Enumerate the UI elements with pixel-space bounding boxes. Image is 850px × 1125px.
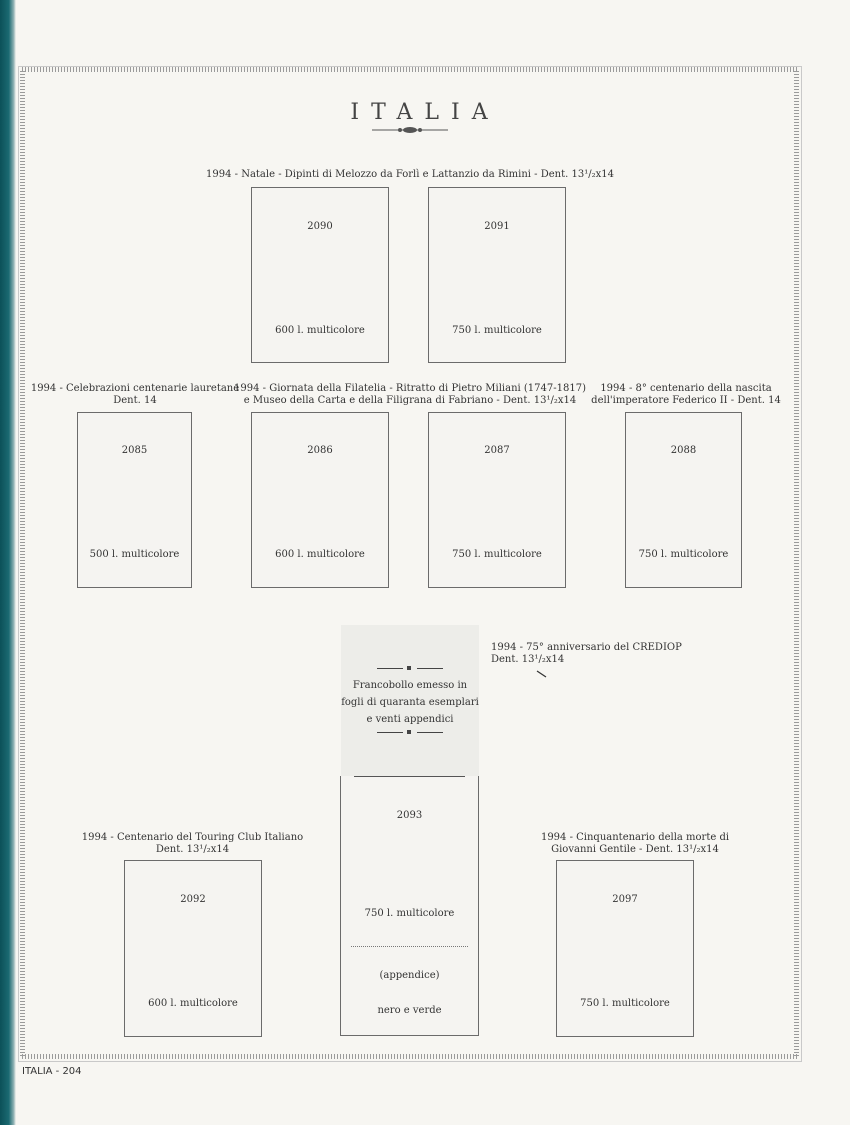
stamp-number: 2090 [307,221,333,232]
stamp-slot-2088[interactable] [625,412,742,588]
frame-band-top [22,67,798,72]
stamp-value: 600 l. multicolore [148,998,238,1009]
stamp-value: 750 l. multicolore [364,908,455,919]
caption-crediop-line1: 1994 - 75° anniversario del CREDIOP [491,642,682,653]
caption-filatelia-line2: e Museo della Carta e della Filigrana di Fabriano - Dent. 13¹/₂x14 [243,395,577,406]
stamp-value: 600 l. multicolore [275,325,365,336]
stamp-number: 2097 [612,894,638,905]
page-footer: ITALIA - 204 [22,1066,82,1077]
caption-natale: 1994 - Natale - Dipinti di Melozzo da Forlì e Lattanzio da Rimini - Dent. 13¹/₂x14 [206,169,614,180]
issue-note-card [341,625,479,777]
stamp-number: 2091 [484,221,510,232]
stamp-number: 2093 [396,810,423,821]
slot-cut-line [354,776,465,777]
stamp-slot-2093[interactable] [340,776,479,1036]
frame-band-right [794,70,799,1056]
caption-touring-line1: 1994 - Centenario del Touring Club Italiano [81,832,304,843]
note-line: e venti appendici [366,714,454,725]
note-rule-bottom [377,728,443,736]
title-ornament-icon [370,124,450,136]
appendix-value: nero e verde [377,1005,442,1016]
stamp-number: 2087 [484,445,510,456]
note-line: Francobollo emesso in [352,680,468,691]
caption-gentile-line1: 1994 - Cinquantenario della morte di [540,832,730,843]
stamp-value: 500 l. multicolore [89,549,180,560]
stamp-slot-2086[interactable] [251,412,389,588]
page-title: ITALIA [350,100,500,125]
stamp-number: 2085 [121,445,148,456]
binding-edge [0,0,16,1125]
pen-mark-icon [536,669,548,679]
stamp-slot-2087[interactable] [428,412,566,588]
stamp-value: 750 l. multicolore [638,549,729,560]
caption-lauretane-line1: 1994 - Celebrazioni centenarie lauretane [30,383,240,394]
frame-band-left [20,70,25,1056]
note-line: fogli di quaranta esemplari [341,697,479,708]
note-text [341,677,479,728]
stamp-slot-2091[interactable] [428,187,566,363]
stamp-value: 750 l. multicolore [452,325,542,336]
stamp-number: 2092 [180,894,206,905]
caption-lauretane-line2: Dent. 14 [113,395,157,406]
stamp-slot-2097[interactable] [556,860,694,1037]
caption-filatelia-line1: 1994 - Giornata della Filatelia - Ritratto di Pietro Miliani (1747-1817) [234,383,586,394]
caption-federico-line1: 1994 - 8° centenario della nascita [600,383,772,394]
caption-touring-line2: Dent. 13¹/₂x14 [155,844,230,855]
stamp-slot-2085[interactable] [77,412,192,588]
stamp-value: 600 l. multicolore [275,549,365,560]
caption-crediop-line2: Dent. 13¹/₂x14 [491,654,565,665]
caption-federico-line2: dell'imperatore Federico II - Dent. 14 [591,395,781,406]
stamp-slot-2090[interactable] [251,187,389,363]
note-rule-top [377,664,443,672]
appendix-divider [351,946,468,947]
appendix-label: (appendice) [379,970,440,981]
stamp-number: 2086 [307,445,333,456]
stamp-value: 750 l. multicolore [452,549,542,560]
stamp-value: 750 l. multicolore [580,998,670,1009]
frame-band-bottom [22,1054,798,1059]
stamp-slot-2092[interactable] [124,860,262,1037]
caption-gentile-line2: Giovanni Gentile - Dent. 13¹/₂x14 [551,844,719,855]
stamp-number: 2088 [670,445,697,456]
